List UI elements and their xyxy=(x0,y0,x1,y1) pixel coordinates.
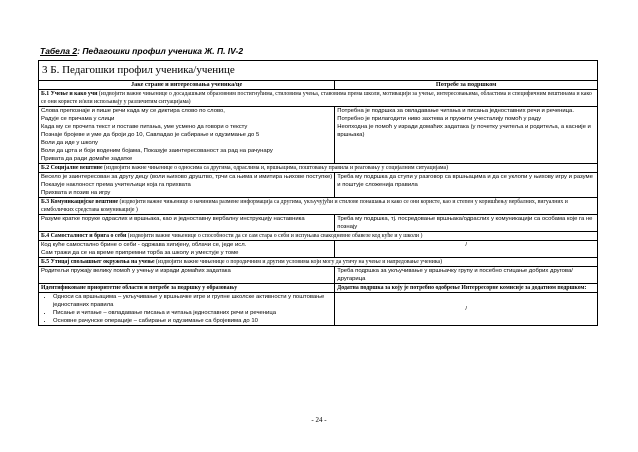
list-item: Весело је заинтересован за другу децу (воли њихово друштво, трчи са њима и имитира њихове поступке) xyxy=(41,174,333,180)
pedagogical-profile-table xyxy=(38,60,598,326)
list-item: Радује се причама у слици xyxy=(41,116,115,122)
list-item: • Писање и читање – овладавање писања и читања једноставних речи и реченица xyxy=(53,309,332,317)
section-b3-heading xyxy=(39,198,598,215)
section-b4-label: Б.4 Самосталност и брига о себи xyxy=(41,233,127,239)
section-b2-support: Треба му подршка да ступи у разговор са вршњацима и да се уклопи у њихову игру и разуме и поштује сложенија правила xyxy=(335,173,598,198)
additional-support-value: / xyxy=(335,293,598,326)
caption-label: Табела 2 xyxy=(40,46,78,56)
list-item: Потребна је подршка за овладавање читања и писања једноставних речи и реченица. xyxy=(337,108,574,114)
section-b4-heading xyxy=(39,232,598,241)
table-title: 3 Б. Педагошки профил ученика/ученице xyxy=(39,61,598,81)
section-b1-heading xyxy=(39,90,598,107)
list-item: • Односи са вршњацима – укључивање у вршњачке игре и групне школске активности у поштовање једноставних правила xyxy=(53,293,332,309)
list-item: Сам тражи да се на време припремни торба за школу и уместује у томе xyxy=(41,250,239,256)
list-item: • Основне рачунске операције – сабирање и одузимање са бројевима до 10 xyxy=(53,317,332,325)
list-item: Воли да иде у школу xyxy=(41,140,98,146)
priorities-list-cell xyxy=(39,293,335,326)
list-item: Воли да црта и боји воденим бојама, Показује заинтересованост за рад на рачунару xyxy=(41,148,273,154)
section-b5-heading xyxy=(39,258,598,267)
section-b5-text: (издвојити важне чињенице о породичним и другим условима који могу да утичу на учење и напредовање ученика) xyxy=(154,259,443,265)
section-b3-text: (издвојити важне чињенице о начинима размене информација са другима, укључујући и стилове понашања и како се они користе, као и степен у коришћењу вербалних, вигуалних и симболичких средстава комуникације ) xyxy=(41,199,568,213)
section-b2-strengths xyxy=(39,173,335,198)
list-item: Код куће самостално брине о себи - одржава хигијену, облачи се, једе исл. xyxy=(41,242,247,248)
page-number: - 24 - xyxy=(311,416,327,424)
section-b4-strengths xyxy=(39,241,335,258)
list-item: Показује наклоност према учитељици која га прихвата xyxy=(41,182,191,188)
list-item: Слова препознаје и пише речи када му се диктира слово по слово, xyxy=(41,108,225,114)
list-item: Познаје бројеве и уме да броји до 10, Савладао је сабирање и одузимање до 5 xyxy=(41,132,260,138)
section-b4-text: (издвојити важне чињенице о способности да се сам стара о себи и испуњава свакодневне обавезе код куће и у школи ) xyxy=(126,233,423,239)
column-header-support: Потребе за подршком xyxy=(335,81,598,90)
section-b5-strengths: Родитељи пружају велику помоћ у учењу и изради домаћих задатака xyxy=(39,267,335,284)
caption-text: : Педагошки профил ученика Ж. П. IV-2 xyxy=(77,46,244,56)
section-b5-label: Б.5 Утицај спољашњег окружења на учење xyxy=(41,259,155,265)
section-b1-strengths xyxy=(39,107,335,164)
section-b4-support: / xyxy=(335,241,598,258)
section-b1-text: (издвојити важне чињенице о досадашњим образовним постигнућима, стиловима учења, ставовима према школи, мотивацији за учење, интересовањима, областима и специфичним вештинама и како се они користе и/или испољавају у различитим ситуацијама) xyxy=(41,91,592,105)
section-b2-heading xyxy=(39,164,598,173)
section-b5-support: Треба подршка за укључивање у вршњачку групу и посебно стицање добрих другова/другарица xyxy=(335,267,598,284)
priorities-list xyxy=(41,293,332,325)
table-caption xyxy=(40,46,243,56)
column-header-strengths: Јаке стране и интересовања ученика/це xyxy=(39,81,335,90)
section-b2-text: (издвојити важне чињенице о односима са другима, одраслима и, вршњацима, поштовању правила и реаговању у социјалним ситуацијама) xyxy=(102,165,449,171)
list-item: Када му се прочита текст и поставе питања, уме усмено да говори о тексту xyxy=(41,124,248,130)
section-b1-label: Б.1 Учење и како учи xyxy=(41,91,98,97)
section-b3-strengths: Разуме кратке поруке одраслих и вршњака, као и једноставну вербалну инструкцију наставника xyxy=(39,215,335,232)
list-item: Неопходна је помоћ у изради домаћих задатака (у почетку учитеља и родитеља, а касније и вршњака) xyxy=(337,124,591,138)
list-item: Прихвата и позив на игру xyxy=(41,190,111,196)
section-b3-label: Б.3 Комуникацијске вештине xyxy=(41,199,119,205)
list-item: Привата да ради домаће задатке xyxy=(41,156,133,162)
priorities-header: Идентификоване приоритетне области и потребе за подршку у образовању xyxy=(39,284,335,293)
additional-support-header: Додатна подршка за коју је потребно одобрење Интерресорне комисије за додатном подршком: xyxy=(335,284,598,293)
section-b1-support xyxy=(335,107,598,164)
section-b3-support: Треба му подршка, тј. посредовање вршњака/одраслих у комуникацији са особама које га не познају xyxy=(335,215,598,232)
section-b2-label: Б.2 Социјалне вештине xyxy=(41,165,103,171)
list-item: Потребно је прилагодити ниво захтева и пружити учесталију помоћ у раду xyxy=(337,116,542,122)
